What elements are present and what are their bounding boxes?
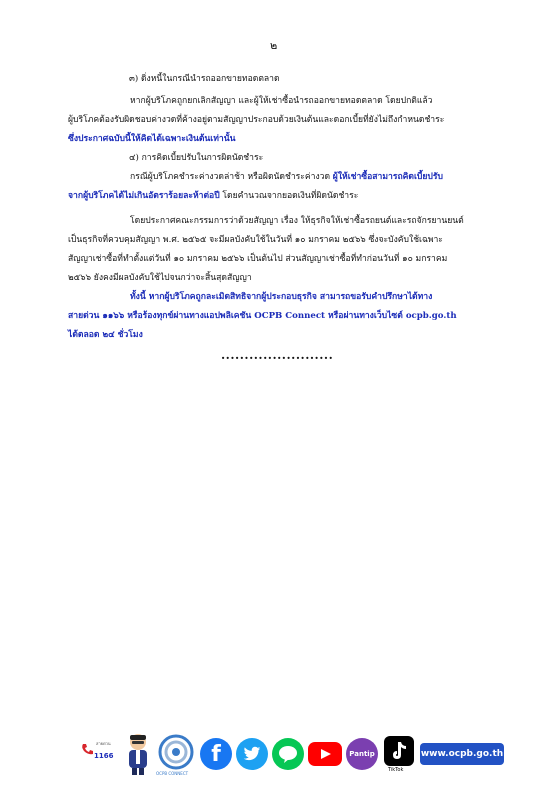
line-icon[interactable] xyxy=(272,738,304,770)
ocpb-logo-icon xyxy=(158,734,194,770)
pantip-label: Pantip xyxy=(349,750,375,758)
ocpb-connect-label: OCPB CONNECT xyxy=(156,771,189,776)
closing-paragraph: ทั้งนี้ หากผู้บริโภคถูกละเมิดสิทธิจากผู้ประกอบธุรกิจ สามารถขอรับคำปรึกษาได้ทาง สายด่วน ๑๑๖๖ หรือร้องทุกข์ผ่านทางแอปพลิเคชัน OCPB Connect หรือผ่านทางเว็บไซต์ ocpb.go.th ได้ตลอด ๒๔ ชั่วโมง xyxy=(68,292,457,340)
twitter-icon[interactable] xyxy=(236,738,268,770)
tiktok-icon[interactable] xyxy=(382,736,416,774)
facebook-icon[interactable]: f xyxy=(200,738,232,770)
hotline-number: 1166 xyxy=(94,752,114,760)
section4-paragraph: กรณีผู้บริโภคชำระค่างวดล่าช้า หรือผิดนัดชำระค่างวด ผู้ให้เช่าซื้อสามารถคิดเบี้ยปรับ จากผู้บริโภคได้ไม่เกินอัตราร้อยละห้าต่อปี โดยคำนวณจากยอดเงินที่ผิดนัดชำระ xyxy=(68,172,443,201)
section3-heading: ๓) ดิ่งหนี้ในกรณีนำรถออกขายทอดตลาด xyxy=(129,74,280,84)
section4-highlight-2: จากผู้บริโภคได้ไม่เกินอัตราร้อยละห้าต่อปี xyxy=(68,191,220,201)
hotline-badge[interactable] xyxy=(80,738,122,772)
footer-social-bar xyxy=(80,730,504,780)
section3-paragraph: หากผู้บริโภคถูกยกเลิกสัญญา และผู้ให้เช่าซื้อนำรถออกขายทอดตลาด โดยปกติแล้ว ผู้บริโภคต้องรับผิดชอบค่างวดที่ค้างอยู่ตามสัญญาประกอบด้วยเงินต้นและดอกเบี้ยที่ยังไม่ถึงกำหนดชำระ ซึ่งประกาศฉบับนี้ให้คิดได้เฉพาะเงินต้นเท่านั้น xyxy=(68,92,508,149)
announcement-paragraph: โดยประกาศคณะกรรมการว่าด้วยสัญญา เรื่อง ให้ธุรกิจให้เช่าซื้อรถยนต์และรถจักรยานยนต์ เป็นธุรกิจที่ควบคุมสัญญา พ.ศ. ๒๕๖๕ จะมีผลบังคับใช้ในวันที่ ๑๐ มกราคม ๒๕๖๖ ซึ่งจะบังคับใช้เฉพาะ สัญญาเช่าซื้อที่ทำตั้งแต่วันที่ ๑๐ มกราคม ๒๕๖๖ เป็นต้นไป ส่วนสัญญาเช่าซื้อที่ทำก่อนวันที่ ๑๐ มกราคม ๒๕๖๖ ยังคงมีผลบังคับใช้ไปจนกว่าจะสิ้นสุดสัญญา xyxy=(68,216,464,283)
section4-highlight-1: ผู้ให้เช่าซื้อสามารถคิดเบี้ยปรับ xyxy=(332,172,443,182)
pantip-icon[interactable] xyxy=(346,738,378,770)
website-link[interactable]: www.ocpb.go.th xyxy=(420,743,504,765)
tiktok-label: TikTok xyxy=(388,767,404,773)
section3-highlight: ซึ่งประกาศฉบับนี้ให้คิดได้เฉพาะเงินต้นเท่านั้น xyxy=(68,134,236,144)
end-divider: ........................ xyxy=(221,348,334,362)
hotline-label: สายด่วน xyxy=(96,741,111,746)
section4-heading: ๔) การคิดเบี้ยปรับในการผิดนัดชำระ xyxy=(129,153,264,163)
ocpb-connect-logo[interactable] xyxy=(156,734,196,778)
youtube-icon[interactable] xyxy=(308,742,342,766)
page-number: ๒ xyxy=(270,39,278,52)
mascot-image xyxy=(124,732,152,776)
